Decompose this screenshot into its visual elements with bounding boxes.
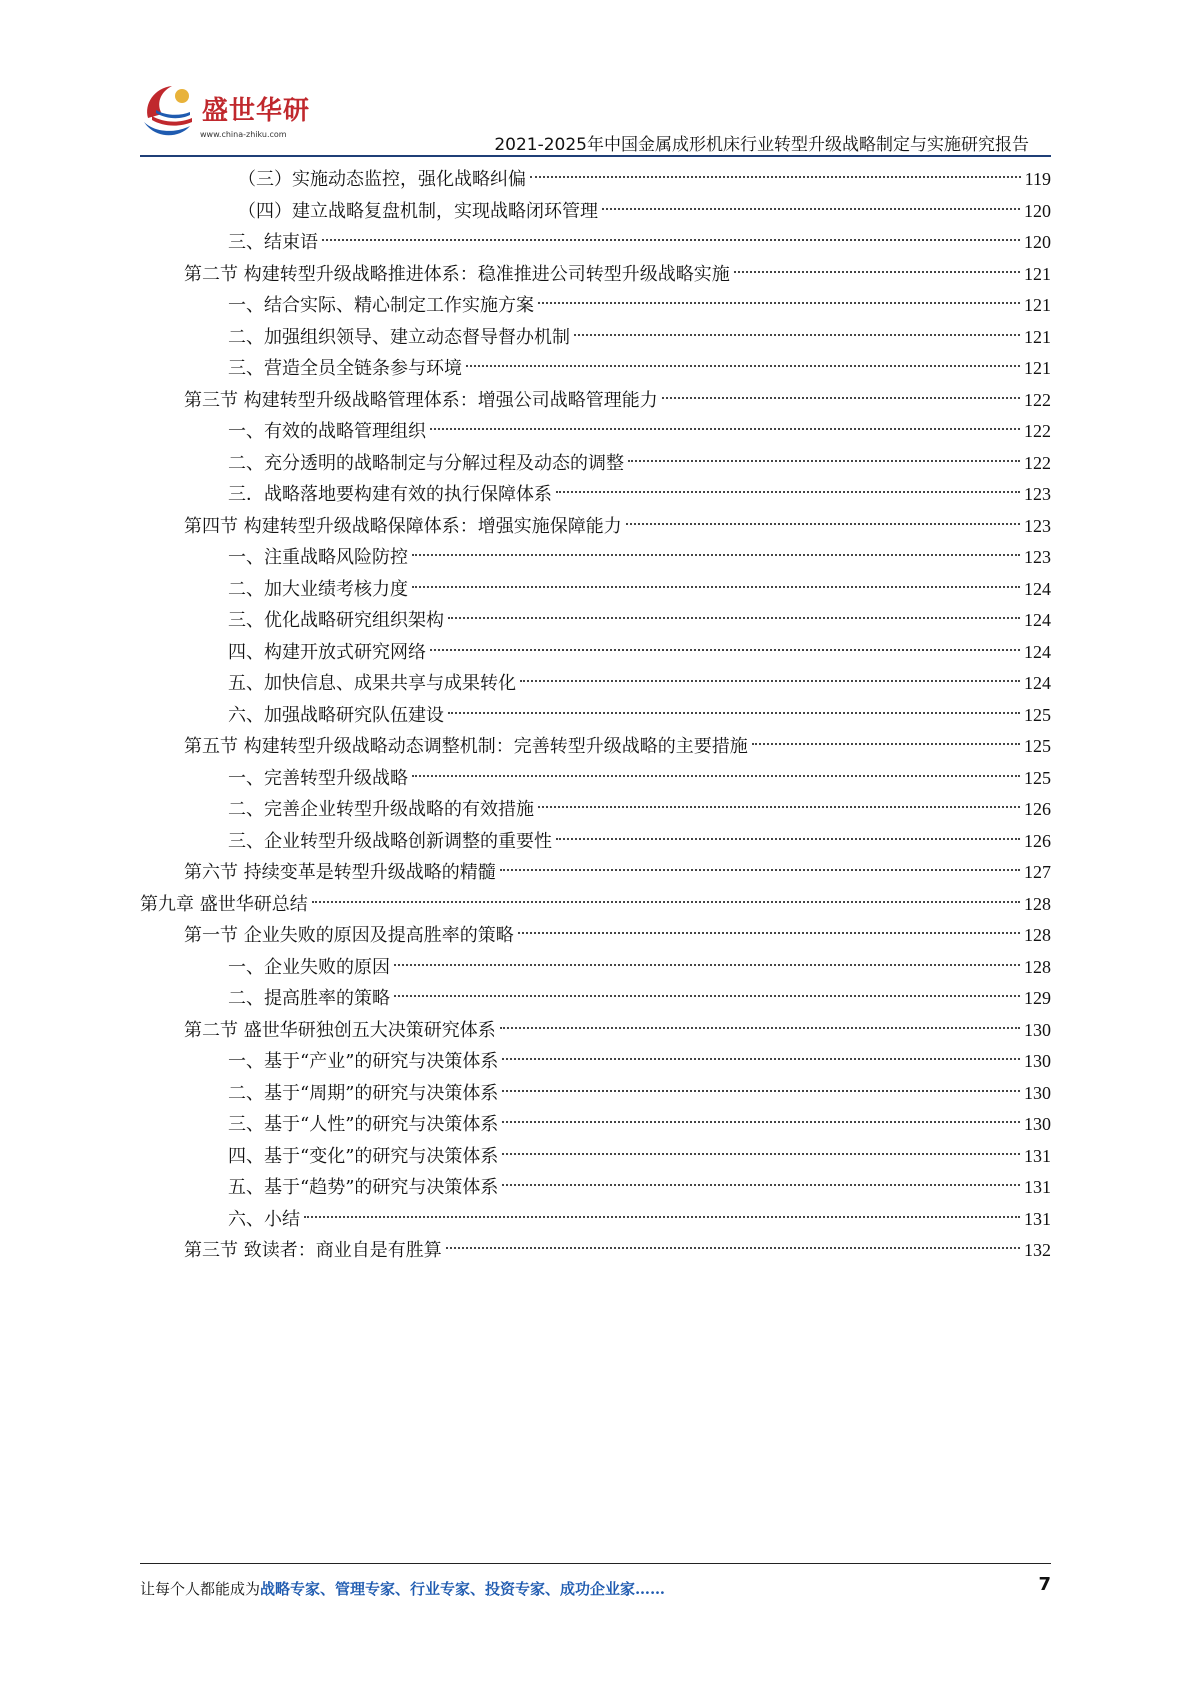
- page-number: 7: [1038, 1574, 1051, 1595]
- toc-entry-page: 122: [1024, 421, 1051, 441]
- toc-leader-dots: [430, 649, 1020, 651]
- toc-entry-title: 第四节 构建转型升级战略保障体系：增强实施保障能力: [184, 515, 622, 537]
- toc-entry-page: 121: [1024, 295, 1051, 315]
- toc-entry-title: 二、提高胜率的策略: [228, 988, 390, 1009]
- toc-entry[interactable]: [140, 1046, 1051, 1078]
- logo-url: www.china-zhiku.com: [200, 130, 287, 139]
- toc-leader-dots: [430, 428, 1020, 430]
- toc-entry-page: 125: [1024, 704, 1051, 725]
- toc-entry-page: 121: [1024, 358, 1051, 378]
- toc-entry[interactable]: [140, 637, 1051, 669]
- toc-entry-page: 131: [1024, 1208, 1051, 1229]
- toc-entry-page: 125: [1024, 767, 1051, 788]
- toc-entry[interactable]: [140, 479, 1051, 511]
- toc-entry[interactable]: [140, 920, 1051, 952]
- toc-entry-title: 六、加强战略研究队伍建设: [228, 704, 444, 726]
- logo-name: 盛世华研: [202, 96, 311, 126]
- toc-entry-page: 121: [1024, 263, 1051, 284]
- toc-entry[interactable]: [140, 542, 1051, 574]
- toc-entry[interactable]: [140, 290, 1051, 322]
- toc-leader-dots: [394, 995, 1020, 997]
- toc-leader-dots: [448, 712, 1020, 714]
- toc-leader-dots: [412, 775, 1020, 777]
- toc-entry[interactable]: [140, 826, 1051, 858]
- toc-entry-page: 124: [1024, 610, 1051, 630]
- report-title: 2021-2025年中国金属成形机床行业转型升级战略制定与实施研究报告: [494, 135, 1029, 155]
- toc-entry-title: 四、基于“变化”的研究与决策体系: [228, 1145, 499, 1167]
- toc-entry-title: 第六节 持续变革是转型升级战略的精髓: [184, 862, 496, 883]
- toc-entry[interactable]: [140, 668, 1051, 700]
- toc-entry-page: 129: [1024, 988, 1051, 1008]
- toc-entry[interactable]: [140, 196, 1051, 228]
- toc-leader-dots: [538, 302, 1020, 304]
- toc-entry-title: 一、基于“产业”的研究与决策体系: [228, 1051, 499, 1072]
- toc-entry-title: 第九章 盛世华研总结: [140, 893, 308, 915]
- toc-entry-title: 第五节 构建转型升级战略动态调整机制：完善转型升级战略的主要措施: [184, 736, 748, 757]
- toc-entry[interactable]: [140, 1078, 1051, 1110]
- footer-divider: [140, 1563, 1051, 1564]
- toc-entry-title: 三．战略落地要构建有效的执行保障体系: [228, 484, 552, 505]
- logo-mark-icon: [140, 82, 204, 142]
- toc-entry[interactable]: [140, 700, 1051, 732]
- toc-entry[interactable]: [140, 1204, 1051, 1236]
- toc-entry-title: 二、充分透明的战略制定与分解过程及动态的调整: [228, 452, 624, 474]
- toc-entry-page: 119: [1024, 169, 1051, 189]
- toc-leader-dots: [602, 208, 1020, 210]
- toc-leader-dots: [304, 1216, 1020, 1218]
- toc-entry-title: 二、加强组织领导、建立动态督导督办机制: [228, 326, 570, 348]
- toc-leader-dots: [752, 743, 1020, 745]
- toc-entry-page: 124: [1024, 578, 1051, 599]
- toc-entry-title: 第一节 企业失败的原因及提高胜率的策略: [184, 925, 514, 946]
- toc-entry-title: 三、优化战略研究组织架构: [228, 610, 444, 631]
- header-divider: [140, 155, 1051, 157]
- toc-entry-page: 123: [1024, 484, 1051, 504]
- footer-slogan-prefix: 让每个人都能成为: [140, 1580, 261, 1598]
- toc-entry[interactable]: [140, 353, 1051, 385]
- toc-leader-dots: [538, 806, 1020, 808]
- toc-leader-dots: [518, 932, 1020, 934]
- toc-entry-title: 一、完善转型升级战略: [228, 767, 408, 789]
- toc-entry[interactable]: [140, 227, 1051, 259]
- toc-entry-title: 三、企业转型升级战略创新调整的重要性: [228, 830, 552, 852]
- toc-entry[interactable]: [140, 511, 1051, 543]
- toc-entry-page: 126: [1024, 830, 1051, 851]
- toc-leader-dots: [626, 523, 1020, 525]
- toc-entry-title: 三、营造全员全链条参与环境: [228, 358, 462, 379]
- toc-entry-title: 六、小结: [228, 1208, 300, 1230]
- toc-entry-title: （四）建立战略复盘机制，实现战略闭环管理: [238, 200, 598, 222]
- toc-leader-dots: [502, 1121, 1020, 1123]
- toc-entry-title: 一、注重战略风险防控: [228, 547, 408, 568]
- toc-entry-page: 121: [1024, 326, 1051, 347]
- toc-entry-page: 130: [1024, 1082, 1051, 1103]
- toc-leader-dots: [448, 617, 1020, 619]
- toc-entry-title: 二、加大业绩考核力度: [228, 578, 408, 600]
- toc-entry-page: 120: [1024, 200, 1051, 221]
- toc-entry-title: 第二节 盛世华研独创五大决策研究体系: [184, 1019, 496, 1041]
- toc-entry-page: 120: [1024, 232, 1051, 252]
- toc-entry-title: 第三节 致读者：商业自是有胜算: [184, 1240, 442, 1261]
- table-of-contents: [140, 164, 1051, 1267]
- toc-leader-dots: [502, 1058, 1020, 1060]
- toc-leader-dots: [322, 239, 1020, 241]
- toc-entry-title: 第二节 构建转型升级战略推进体系：稳准推进公司转型升级战略实施: [184, 263, 730, 285]
- toc-entry[interactable]: [140, 1109, 1051, 1141]
- toc-leader-dots: [734, 271, 1020, 273]
- toc-entry-title: 三、结束语: [228, 232, 318, 253]
- toc-entry-page: 130: [1024, 1114, 1051, 1134]
- toc-entry-page: 126: [1024, 799, 1051, 819]
- toc-entry-page: 128: [1024, 893, 1051, 914]
- toc-entry[interactable]: [140, 857, 1051, 889]
- toc-entry-title: 四、构建开放式研究网络: [228, 641, 426, 663]
- toc-entry-page: 130: [1024, 1051, 1051, 1071]
- toc-entry-page: 124: [1024, 673, 1051, 693]
- toc-entry-page: 124: [1024, 641, 1051, 662]
- toc-entry-title: 二、完善企业转型升级战略的有效措施: [228, 799, 534, 820]
- toc-entry-page: 128: [1024, 925, 1051, 945]
- toc-entry-page: 123: [1024, 515, 1051, 536]
- toc-entry-page: 122: [1024, 452, 1051, 473]
- toc-entry[interactable]: [140, 763, 1051, 795]
- toc-entry-title: 第三节 构建转型升级战略管理体系：增强公司战略管理能力: [184, 389, 658, 411]
- toc-entry-page: 131: [1024, 1177, 1051, 1197]
- toc-entry-page: 122: [1024, 389, 1051, 410]
- toc-entry[interactable]: [140, 952, 1051, 984]
- toc-leader-dots: [500, 869, 1020, 871]
- toc-entry[interactable]: [140, 889, 1051, 921]
- toc-leader-dots: [394, 964, 1020, 966]
- toc-leader-dots: [466, 365, 1020, 367]
- toc-entry-page: 130: [1024, 1019, 1051, 1040]
- toc-entry-page: 131: [1024, 1145, 1051, 1166]
- toc-entry-title: 一、结合实际、精心制定工作实施方案: [228, 295, 534, 316]
- toc-entry[interactable]: [140, 1141, 1051, 1173]
- toc-leader-dots: [502, 1153, 1020, 1155]
- toc-entry[interactable]: [140, 605, 1051, 637]
- toc-leader-dots: [502, 1184, 1020, 1186]
- toc-entry-title: 五、加快信息、成果共享与成果转化: [228, 673, 516, 694]
- toc-entry[interactable]: [140, 1015, 1051, 1047]
- toc-entry-title: 五、基于“趋势”的研究与决策体系: [228, 1177, 499, 1198]
- toc-leader-dots: [556, 838, 1020, 840]
- toc-leader-dots: [520, 680, 1020, 682]
- logo: [140, 82, 310, 152]
- toc-entry-title: （三）实施动态监控，强化战略纠偏: [238, 169, 526, 190]
- toc-entry-title: 三、基于“人性”的研究与决策体系: [228, 1114, 499, 1135]
- footer-slogan-suffix: ……: [635, 1580, 666, 1598]
- toc-entry-page: 127: [1024, 862, 1051, 882]
- toc-entry[interactable]: [140, 1172, 1051, 1204]
- toc-entry[interactable]: [140, 259, 1051, 291]
- toc-leader-dots: [412, 586, 1020, 588]
- toc-leader-dots: [500, 1027, 1020, 1029]
- toc-entry[interactable]: [140, 416, 1051, 448]
- toc-entry[interactable]: [140, 1235, 1051, 1267]
- toc-leader-dots: [412, 554, 1020, 556]
- toc-leader-dots: [628, 460, 1020, 462]
- footer-slogan: [140, 1578, 665, 1599]
- toc-leader-dots: [574, 334, 1020, 336]
- toc-entry[interactable]: [140, 385, 1051, 417]
- toc-leader-dots: [662, 397, 1020, 399]
- toc-entry-page: 125: [1024, 736, 1051, 756]
- toc-entry-page: 128: [1024, 956, 1051, 977]
- toc-entry[interactable]: [140, 164, 1051, 196]
- toc-entry-title: 一、有效的战略管理组织: [228, 421, 426, 442]
- toc-entry-page: 132: [1024, 1240, 1051, 1260]
- toc-leader-dots: [312, 901, 1020, 903]
- toc-leader-dots: [556, 491, 1020, 493]
- toc-leader-dots: [502, 1090, 1020, 1092]
- toc-leader-dots: [446, 1247, 1020, 1249]
- toc-entry[interactable]: [140, 731, 1051, 763]
- toc-entry-title: 二、基于“周期”的研究与决策体系: [228, 1082, 499, 1104]
- toc-entry[interactable]: [140, 574, 1051, 606]
- toc-leader-dots: [530, 176, 1021, 178]
- toc-entry-page: 123: [1024, 547, 1051, 567]
- toc-entry[interactable]: [140, 322, 1051, 354]
- toc-entry-title: 一、企业失败的原因: [228, 956, 390, 978]
- toc-entry[interactable]: [140, 448, 1051, 480]
- footer-slogan-highlight: 战略专家、管理专家、行业专家、投资专家、成功企业家: [260, 1580, 636, 1598]
- toc-entry[interactable]: [140, 983, 1051, 1015]
- toc-entry[interactable]: [140, 794, 1051, 826]
